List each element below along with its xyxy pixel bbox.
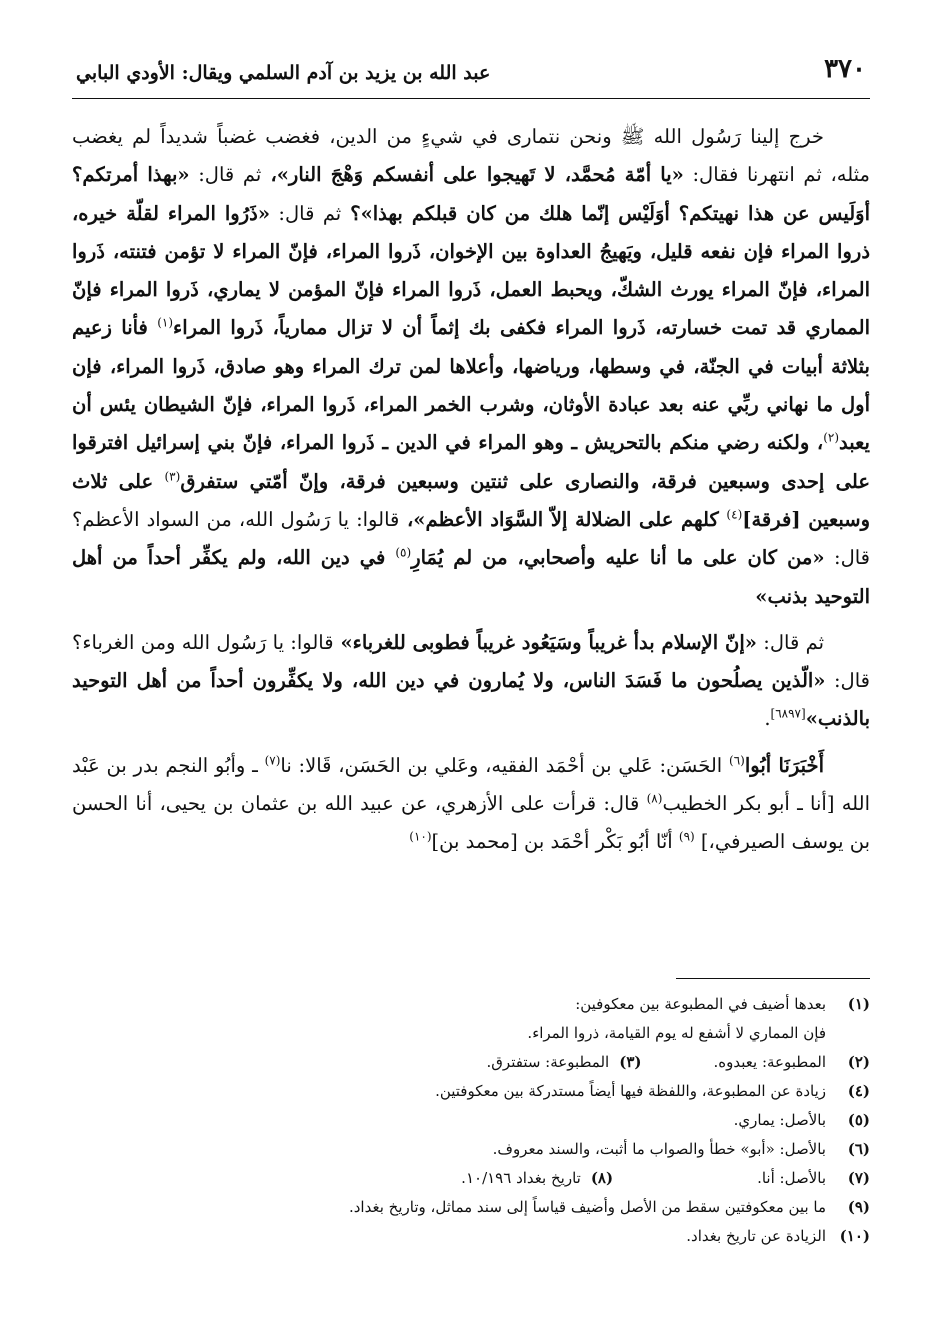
footnote-4 [90,1077,870,1106]
text-segment: . [764,707,771,731]
footnote-ref-3[interactable]: (٣) [164,469,181,484]
footnote-ref-8[interactable]: (٨) [646,791,663,806]
footnote-text [90,1164,826,1193]
footnote-line: بالأصل: يماري. [733,1111,826,1129]
footnote-ref-10[interactable]: (١٠) [409,829,432,844]
text-segment: ثم قال: [189,163,262,187]
hadith-quote: «الّذين يصلُحون ما فَسَدَ الناس، ولا يُمارون في دين الله، ولا يكفِّرون أحداً من أهل التوحيد بالذنب» [72,669,870,731]
footnote-number: (٢) [847,1053,870,1071]
paragraph-3 [72,747,870,862]
text-segment: أنّا أبُو بَكْر أحْمَد بن [محمد بن] [431,830,679,854]
footnote-number: (٥) [847,1111,870,1129]
hadith-quote: كلهم على الضلالة إلاّ السَّوَاد الأعظم»، [399,507,727,531]
footnote-line: بعدها أضيف في المطبوعة بين معكوفين: [575,995,826,1013]
text-segment: قال: قرأت على الأزهري، عن عبيد الله بن عثمان بن يحيى، أنا الحسن بن يوسف الصيرفي،] [72,792,870,854]
footnote-line: فإن المماري لا أشفع له يوم القيامة، ذروا المراء. [527,1024,826,1042]
footnote-line: بالأصل: أنا. [757,1169,826,1187]
footnote-divider [676,978,870,979]
hadith-quote: «بهذا أمرتكم؟ أوَلَيس عن هذا نهيتكم؟ أوَلَيْس إنّما هلك من كان قبلكم بهذا»؟ [72,163,870,225]
footnote-7-8 [90,1164,870,1193]
hadith-quote: «من كان على ما أنا عليه وأصحابي، من لم يُمَارِ [411,546,825,570]
footnote-text [90,990,826,1048]
page-number: ٣٧٠ [824,54,866,84]
hadith-quote: «إنّ الإسلام بدأ غريباً وسَيَعُود غريباً فطوبى للغرباء» [333,630,757,654]
footnote-ref-4[interactable]: (٤) [726,507,743,522]
footnote-number: (٩) [847,1198,870,1216]
hadith-quote: ، ولكنه رضي منكم بالتحريش ـ وهو المراء في الدين ـ ذَروا المراء، فإنّ بني إسرائيل افترقوا على إحدى وسبعين فرقة، والنصارى على ثنتين وسبعين فرقة، وإنّ أمّتي ستفرق [72,431,871,493]
paragraph-1 [72,118,870,616]
footnote-1 [90,990,870,1048]
footnote-line: زيادة عن المطبوعة، واللفظة فيها أيضاً مستدركة بين معكوفتين. [435,1082,826,1100]
footnote-ref-9[interactable]: (٩) [678,829,695,844]
footnote-number: (٨) [590,1169,614,1187]
paragraph-2 [72,624,870,739]
footnote-number: (٧) [847,1169,870,1187]
text-segment: ـ وأبُو النجم بدر بن عَبْد الله [أنا ـ أبو بكر الخطيب [72,753,870,816]
text-segment: الحَسَن: عَلي بن أحْمَد الفقيه، وعَلي بن الحَسَن، قَالا: نا [280,753,729,777]
text-segment: خرج إلينا رَسُول الله ﷺ ونحن نتمارى في شيءٍ من الدين، فغضب غضباً شديداً لم يغضب مثله، ثم انتهرنا فقال: [72,125,870,187]
footnote-number: (١) [847,995,870,1013]
footnote-line: المطبوعة: يعبدوه. [713,1053,826,1071]
footnote-line: تاريخ بغداد ١٠/١٩٦. [461,1169,581,1187]
footnote-number: (٣) [619,1053,642,1071]
page-header [72,52,870,99]
footnote-ref-7[interactable]: (٧) [264,753,281,768]
footnote-line: بالأصل: «أبو» خطأ والصواب ما أثبت، والسند معروف. [492,1140,826,1158]
main-text [72,118,870,870]
hadith-quote: «يا أمّة مُحمَّد، لا تَهيجوا على أنفسكم وَهْجَ النار»، [261,163,684,187]
footnote-5 [90,1106,870,1135]
text-segment: ثم قال: [756,630,824,654]
footnote-10 [90,1222,870,1251]
footnote-number: (١٠) [839,1227,870,1245]
footnote-line: المطبوعة: ستفترق. [486,1053,610,1071]
hadith-quote: «ذَرُوا المراء لقلّة خيره، ذروا المراء فإن نفعه قليل، ويَهيجُ العداوة بين الإخوان، ذَروا المراء، فإنّ المراء لا تؤمن فتنته، ذَروا المراء، فإنّ المراء يورث الشكّ، ويحبط العمل، ذَروا المراء فإنّ المؤمن لا يماري، ذَروا المراء فإنّ المماري قد تمت خسارته، ذَروا المراء فكفى بك إثماً أن لا تزال ممارياً، ذَروا المراء [72,201,870,340]
footnote-ref-1[interactable]: (١) [157,315,174,330]
footnote-line: ما بين معكوفتين سقط من الأصل وأضيف قياساً إلى سند مماثل، وتاريخ بغداد. [348,1198,826,1216]
footnote-ref-5[interactable]: (٥) [395,545,412,560]
hadith-quote: فأنا زعيم بثلاثة أبيات في الجنّة، في وسطها، ورياضها، وأعلاها لمن ترك المراء وهو صادق، ذَروا المراء، فإن أول ما نهاني ربِّي عنه بعد عبادة الأوثان، وشرب الخمر المراء، ذَروا المراء، فإنّ الشيطان يئس أن يعبد [72,316,870,455]
text-segment: ثم قال: [270,201,342,225]
hadith-quote: على ثلاث وسبعين [فرقة] [72,469,870,531]
hadith-number: [٦٨٩٧] [770,706,806,721]
hadith-quote: في دين الله، ولم يكفِّر أحداً من أهل التوحيد بذنب» [72,546,870,608]
footnote-ref-2[interactable]: (٢) [823,430,840,445]
footnote-6 [90,1135,870,1164]
footnotes [90,990,870,1251]
footnote-2-3 [90,1048,870,1077]
footnote-line: الزيادة عن تاريخ بغداد. [686,1227,826,1245]
text-segment: قالوا: يا رَسُول الله ومن الغرباء؟ قال: [72,630,870,693]
running-title: عبد الله بن يزيد بن آدم السلمي ويقال: الأودي البابي [76,62,491,84]
text-segment: قالوا: يا رَسُول الله، من السواد الأعظم؟ قال: [72,507,870,570]
footnote-number: (٤) [847,1082,870,1100]
footnote-text [90,1048,826,1077]
isnad-opening: أَخْبَرَنَا أبُوا [744,753,825,777]
footnote-9 [90,1193,870,1222]
footnote-number: (٦) [847,1140,870,1158]
footnote-ref-6[interactable]: (٦) [729,753,745,768]
